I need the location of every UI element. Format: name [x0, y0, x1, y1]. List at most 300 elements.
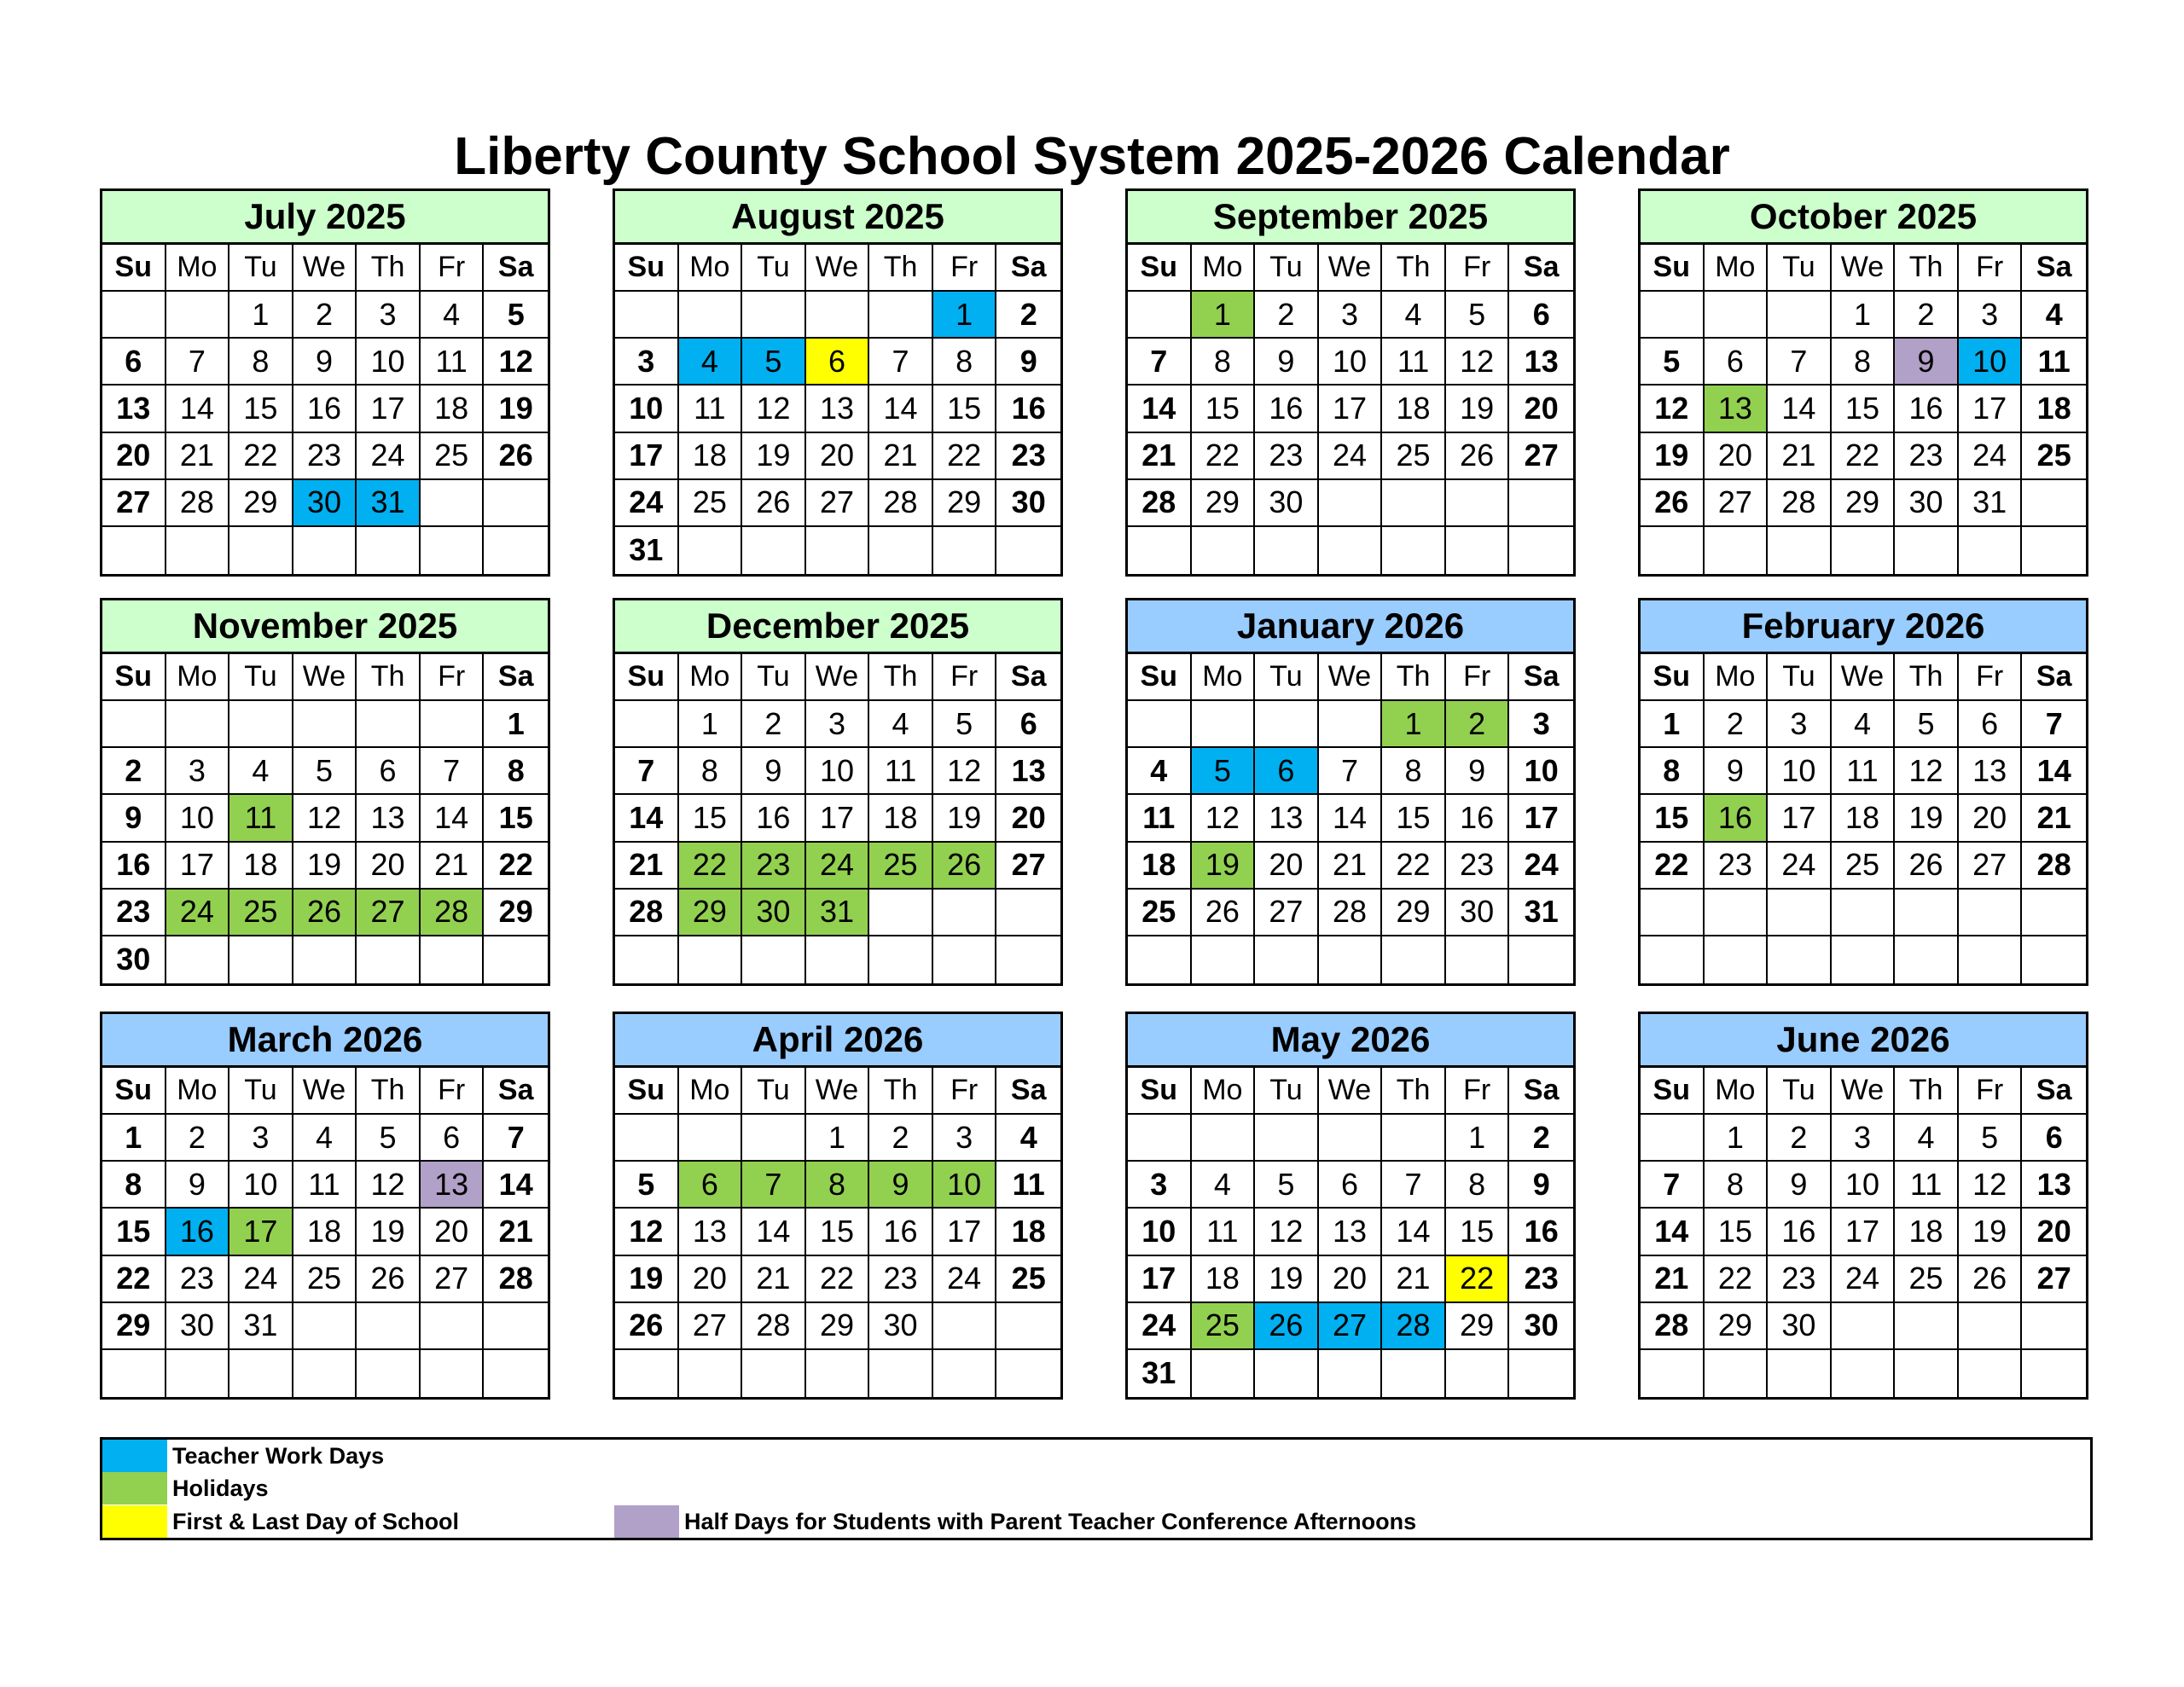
day-cell: 21 — [2022, 795, 2086, 842]
weekday-header: We — [1832, 1068, 1896, 1115]
day-cell: 27 — [1319, 1303, 1383, 1350]
day-cell: 26 — [484, 433, 548, 480]
weekday-header: Th — [357, 245, 421, 292]
empty-cell — [933, 1350, 997, 1397]
day-cell: 27 — [679, 1303, 743, 1350]
day-cell: 31 — [229, 1303, 293, 1350]
weekday-header: Su — [102, 654, 166, 701]
day-cell: 25 — [1895, 1256, 1959, 1303]
day-cell: 22 — [1641, 843, 1705, 890]
day-cell: 18 — [996, 1209, 1060, 1255]
day-cell: 12 — [1255, 1209, 1319, 1255]
day-cell: 13 — [1319, 1209, 1383, 1255]
empty-cell — [102, 527, 166, 574]
day-cell: 3 — [615, 339, 679, 386]
day-cell: 4 — [1128, 748, 1192, 795]
day-cell: 25 — [1128, 890, 1192, 936]
empty-cell — [615, 701, 679, 748]
day-cell: 26 — [742, 480, 806, 527]
day-cell: 15 — [933, 386, 997, 432]
day-cell: 20 — [1705, 433, 1769, 480]
day-cell: 29 — [1705, 1303, 1769, 1350]
weekday-header: Sa — [996, 654, 1060, 701]
day-cell: 24 — [933, 1256, 997, 1303]
day-cell: 30 — [1768, 1303, 1832, 1350]
weekday-header: Fr — [1446, 654, 1510, 701]
day-cell: 13 — [357, 795, 421, 842]
weekday-header: Tu — [1255, 654, 1319, 701]
day-cell: 10 — [1959, 339, 2023, 386]
day-cell: 14 — [1768, 386, 1832, 432]
weekday-header: Su — [615, 1068, 679, 1115]
day-cell: 31 — [357, 480, 421, 527]
day-cell: 18 — [679, 433, 743, 480]
day-cell: 25 — [1382, 433, 1446, 480]
weekday-header: Sa — [1509, 1068, 1573, 1115]
day-cell: 26 — [1895, 843, 1959, 890]
day-cell: 15 — [102, 1209, 166, 1255]
month-title: January 2026 — [1128, 600, 1573, 654]
day-cell: 4 — [1382, 292, 1446, 339]
weekday-header: Sa — [2022, 245, 2086, 292]
empty-cell — [1128, 936, 1192, 983]
empty-cell — [484, 1303, 548, 1350]
day-cell: 27 — [806, 480, 870, 527]
empty-cell — [1641, 527, 1705, 574]
day-cell: 18 — [1192, 1256, 1256, 1303]
day-cell: 21 — [1319, 843, 1383, 890]
day-cell: 11 — [996, 1162, 1060, 1209]
empty-cell — [2022, 936, 2086, 983]
day-cell: 21 — [166, 433, 230, 480]
empty-cell — [1192, 1115, 1256, 1162]
day-cell: 10 — [1319, 339, 1383, 386]
empty-cell — [679, 1350, 743, 1397]
weekday-header: Mo — [1192, 245, 1256, 292]
day-cell: 2 — [1255, 292, 1319, 339]
day-cell: 23 — [293, 433, 357, 480]
day-cell: 23 — [869, 1256, 933, 1303]
day-cell: 20 — [421, 1209, 485, 1255]
day-cell: 14 — [1319, 795, 1383, 842]
day-cell: 6 — [421, 1115, 485, 1162]
month-calendar — [1125, 598, 1576, 986]
day-cell: 3 — [1768, 701, 1832, 748]
day-cell: 8 — [679, 748, 743, 795]
day-cell: 20 — [1959, 795, 2023, 842]
day-cell: 31 — [1128, 1350, 1192, 1397]
weekday-header: Sa — [996, 245, 1060, 292]
day-cell: 21 — [484, 1209, 548, 1255]
weekday-header: Fr — [933, 654, 997, 701]
day-cell: 4 — [679, 339, 743, 386]
weekday-header: Fr — [933, 1068, 997, 1115]
weekday-header: Su — [1641, 245, 1705, 292]
holidays-swatch — [102, 1472, 167, 1504]
day-cell: 16 — [996, 386, 1060, 432]
weekday-header: Sa — [2022, 1068, 2086, 1115]
day-cell: 17 — [933, 1209, 997, 1255]
empty-cell — [615, 936, 679, 983]
day-cell: 8 — [1192, 339, 1256, 386]
day-cell: 13 — [806, 386, 870, 432]
day-cell: 7 — [615, 748, 679, 795]
day-cell: 10 — [166, 795, 230, 842]
weekday-header: Fr — [933, 245, 997, 292]
month-calendar — [1638, 188, 2088, 577]
empty-cell — [1641, 292, 1705, 339]
day-cell: 18 — [2022, 386, 2086, 432]
day-cell: 8 — [102, 1162, 166, 1209]
day-cell: 9 — [996, 339, 1060, 386]
weekday-header: We — [806, 245, 870, 292]
day-cell: 22 — [484, 843, 548, 890]
day-cell: 11 — [293, 1162, 357, 1209]
day-cell: 14 — [742, 1209, 806, 1255]
day-cell: 20 — [806, 433, 870, 480]
weekday-header: We — [293, 245, 357, 292]
day-cell: 17 — [1768, 795, 1832, 842]
day-cell: 10 — [806, 748, 870, 795]
weekday-header: Mo — [1705, 245, 1769, 292]
month-grid — [615, 654, 1060, 983]
day-cell: 28 — [742, 1303, 806, 1350]
weekday-header: Mo — [166, 245, 230, 292]
empty-cell — [293, 1350, 357, 1397]
day-cell: 3 — [933, 1115, 997, 1162]
day-cell: 12 — [615, 1209, 679, 1255]
day-cell: 7 — [166, 339, 230, 386]
weekday-header: We — [1319, 1068, 1383, 1115]
day-cell: 22 — [1705, 1256, 1769, 1303]
month-title: February 2026 — [1641, 600, 2086, 654]
empty-cell — [1255, 1115, 1319, 1162]
day-cell: 7 — [1768, 339, 1832, 386]
empty-cell — [484, 527, 548, 574]
day-cell: 18 — [293, 1209, 357, 1255]
day-cell: 29 — [1832, 480, 1896, 527]
month-grid — [615, 1068, 1060, 1397]
day-cell: 11 — [1192, 1209, 1256, 1255]
day-cell: 11 — [1128, 795, 1192, 842]
day-cell: 23 — [102, 890, 166, 936]
day-cell: 9 — [1895, 339, 1959, 386]
day-cell: 26 — [357, 1256, 421, 1303]
day-cell: 14 — [166, 386, 230, 432]
day-cell: 28 — [1319, 890, 1383, 936]
day-cell: 26 — [615, 1303, 679, 1350]
day-cell: 15 — [229, 386, 293, 432]
month-title: July 2025 — [102, 191, 548, 245]
empty-cell — [742, 1350, 806, 1397]
month-calendar — [613, 1012, 1063, 1400]
day-cell: 22 — [1382, 843, 1446, 890]
month-grid — [1641, 245, 2086, 574]
empty-cell — [933, 527, 997, 574]
day-cell: 23 — [996, 433, 1060, 480]
day-cell: 27 — [1255, 890, 1319, 936]
day-cell: 28 — [869, 480, 933, 527]
empty-cell — [1446, 480, 1510, 527]
weekday-header: We — [293, 654, 357, 701]
day-cell: 24 — [1959, 433, 2023, 480]
day-cell: 10 — [1509, 748, 1573, 795]
day-cell: 12 — [742, 386, 806, 432]
weekday-header: Fr — [421, 245, 485, 292]
empty-cell — [421, 1350, 485, 1397]
day-cell: 28 — [166, 480, 230, 527]
day-cell: 17 — [1128, 1256, 1192, 1303]
day-cell: 21 — [1768, 433, 1832, 480]
day-cell: 24 — [229, 1256, 293, 1303]
day-cell: 16 — [293, 386, 357, 432]
day-cell: 9 — [102, 795, 166, 842]
empty-cell — [806, 292, 870, 339]
empty-cell — [1192, 701, 1256, 748]
empty-cell — [1959, 890, 2023, 936]
empty-cell — [1382, 527, 1446, 574]
day-cell: 1 — [933, 292, 997, 339]
day-cell: 13 — [421, 1162, 485, 1209]
day-cell: 9 — [869, 1162, 933, 1209]
day-cell: 4 — [421, 292, 485, 339]
day-cell: 4 — [229, 748, 293, 795]
day-cell: 3 — [1128, 1162, 1192, 1209]
weekday-header: Th — [869, 654, 933, 701]
weekday-header: We — [1832, 245, 1896, 292]
empty-cell — [679, 936, 743, 983]
empty-cell — [1705, 292, 1769, 339]
day-cell: 3 — [229, 1115, 293, 1162]
day-cell: 2 — [869, 1115, 933, 1162]
day-cell: 12 — [1895, 748, 1959, 795]
day-cell: 6 — [1255, 748, 1319, 795]
weekday-header: Tu — [1255, 245, 1319, 292]
empty-cell — [484, 480, 548, 527]
empty-cell — [1509, 527, 1573, 574]
empty-cell — [1959, 527, 2023, 574]
day-cell: 21 — [615, 843, 679, 890]
weekday-header: Sa — [484, 1068, 548, 1115]
empty-cell — [1832, 527, 1896, 574]
day-cell: 29 — [1446, 1303, 1510, 1350]
day-cell: 7 — [484, 1115, 548, 1162]
day-cell: 25 — [229, 890, 293, 936]
day-cell: 13 — [679, 1209, 743, 1255]
day-cell: 16 — [869, 1209, 933, 1255]
day-cell: 13 — [1705, 386, 1769, 432]
day-cell: 24 — [357, 433, 421, 480]
empty-cell — [102, 1350, 166, 1397]
day-cell: 31 — [1959, 480, 2023, 527]
month-calendar — [613, 188, 1063, 577]
empty-cell — [357, 701, 421, 748]
day-cell: 8 — [1832, 339, 1896, 386]
day-cell: 25 — [869, 843, 933, 890]
empty-cell — [1705, 527, 1769, 574]
empty-cell — [1255, 701, 1319, 748]
day-cell: 7 — [1319, 748, 1383, 795]
day-cell: 9 — [1509, 1162, 1573, 1209]
empty-cell — [806, 527, 870, 574]
weekday-header: Tu — [1768, 1068, 1832, 1115]
day-cell: 20 — [679, 1256, 743, 1303]
day-cell: 3 — [1959, 292, 2023, 339]
day-cell: 22 — [1192, 433, 1256, 480]
day-cell: 20 — [1255, 843, 1319, 890]
day-cell: 28 — [1382, 1303, 1446, 1350]
day-cell: 13 — [102, 386, 166, 432]
day-cell: 27 — [1509, 433, 1573, 480]
empty-cell — [679, 527, 743, 574]
month-title: November 2025 — [102, 600, 548, 654]
empty-cell — [1895, 1303, 1959, 1350]
day-cell: 1 — [1705, 1115, 1769, 1162]
empty-cell — [742, 1115, 806, 1162]
empty-cell — [421, 527, 485, 574]
day-cell: 10 — [615, 386, 679, 432]
day-cell: 29 — [1382, 890, 1446, 936]
day-cell: 30 — [293, 480, 357, 527]
weekday-header: Th — [1895, 245, 1959, 292]
empty-cell — [1832, 1303, 1896, 1350]
day-cell: 29 — [933, 480, 997, 527]
day-cell: 25 — [1832, 843, 1896, 890]
day-cell: 31 — [1509, 890, 1573, 936]
empty-cell — [1509, 480, 1573, 527]
day-cell: 18 — [421, 386, 485, 432]
day-cell: 21 — [1382, 1256, 1446, 1303]
weekday-header: Tu — [1255, 1068, 1319, 1115]
day-cell: 19 — [742, 433, 806, 480]
weekday-header: Th — [357, 1068, 421, 1115]
empty-cell — [2022, 480, 2086, 527]
day-cell: 20 — [102, 433, 166, 480]
day-cell: 19 — [1959, 1209, 2023, 1255]
weekday-header: We — [1832, 654, 1896, 701]
weekday-header: Sa — [484, 245, 548, 292]
day-cell: 23 — [166, 1256, 230, 1303]
day-cell: 28 — [484, 1256, 548, 1303]
day-cell: 2 — [1446, 701, 1510, 748]
day-cell: 14 — [484, 1162, 548, 1209]
day-cell: 10 — [933, 1162, 997, 1209]
empty-cell — [1959, 1350, 2023, 1397]
day-cell: 30 — [1509, 1303, 1573, 1350]
day-cell: 17 — [357, 386, 421, 432]
weekday-header: Fr — [1959, 654, 2023, 701]
empty-cell — [293, 527, 357, 574]
empty-cell — [1446, 527, 1510, 574]
day-cell: 6 — [679, 1162, 743, 1209]
day-cell: 2 — [996, 292, 1060, 339]
day-cell: 29 — [229, 480, 293, 527]
day-cell: 22 — [1832, 433, 1896, 480]
day-cell: 26 — [293, 890, 357, 936]
day-cell: 9 — [1255, 339, 1319, 386]
day-cell: 19 — [293, 843, 357, 890]
day-cell: 21 — [869, 433, 933, 480]
day-cell: 4 — [293, 1115, 357, 1162]
empty-cell — [615, 1350, 679, 1397]
month-calendar — [1638, 1012, 2088, 1400]
day-cell: 11 — [679, 386, 743, 432]
month-grid — [102, 1068, 548, 1397]
weekday-header: Su — [102, 245, 166, 292]
day-cell: 24 — [1319, 433, 1383, 480]
day-cell: 17 — [1319, 386, 1383, 432]
weekday-header: Su — [1128, 245, 1192, 292]
day-cell: 6 — [996, 701, 1060, 748]
day-cell: 24 — [1509, 843, 1573, 890]
day-cell: 22 — [806, 1256, 870, 1303]
day-cell: 30 — [166, 1303, 230, 1350]
day-cell: 19 — [1255, 1256, 1319, 1303]
day-cell: 18 — [229, 843, 293, 890]
day-cell: 19 — [933, 795, 997, 842]
day-cell: 4 — [2022, 292, 2086, 339]
empty-cell — [1255, 1350, 1319, 1397]
day-cell: 18 — [1895, 1209, 1959, 1255]
empty-cell — [1768, 292, 1832, 339]
day-cell: 2 — [293, 292, 357, 339]
day-cell: 30 — [869, 1303, 933, 1350]
month-grid — [1641, 654, 2086, 983]
day-cell: 17 — [615, 433, 679, 480]
empty-cell — [679, 292, 743, 339]
month-title: September 2025 — [1128, 191, 1573, 245]
empty-cell — [1319, 1350, 1383, 1397]
empty-cell — [1509, 936, 1573, 983]
day-cell: 20 — [996, 795, 1060, 842]
empty-cell — [1382, 480, 1446, 527]
empty-cell — [1641, 1115, 1705, 1162]
empty-cell — [742, 292, 806, 339]
day-cell: 14 — [1641, 1209, 1705, 1255]
empty-cell — [933, 936, 997, 983]
day-cell: 28 — [2022, 843, 2086, 890]
day-cell: 21 — [742, 1256, 806, 1303]
day-cell: 7 — [869, 339, 933, 386]
empty-cell — [1641, 936, 1705, 983]
day-cell: 11 — [229, 795, 293, 842]
day-cell: 7 — [1382, 1162, 1446, 1209]
weekday-header: Fr — [421, 654, 485, 701]
weekday-header: Th — [869, 245, 933, 292]
day-cell: 9 — [1446, 748, 1510, 795]
day-cell: 10 — [229, 1162, 293, 1209]
day-cell: 24 — [615, 480, 679, 527]
day-cell: 4 — [869, 701, 933, 748]
day-cell: 8 — [933, 339, 997, 386]
day-cell: 22 — [679, 843, 743, 890]
empty-cell — [1255, 936, 1319, 983]
empty-cell — [1509, 1350, 1573, 1397]
empty-cell — [679, 1115, 743, 1162]
day-cell: 24 — [806, 843, 870, 890]
day-cell: 13 — [1255, 795, 1319, 842]
month-title: June 2026 — [1641, 1014, 2086, 1068]
weekday-header: Fr — [1446, 1068, 1510, 1115]
month-grid — [615, 245, 1060, 574]
day-cell: 23 — [1895, 433, 1959, 480]
day-cell: 2 — [1705, 701, 1769, 748]
month-grid — [1128, 654, 1573, 983]
day-cell: 10 — [1128, 1209, 1192, 1255]
empty-cell — [293, 1303, 357, 1350]
empty-cell — [1959, 1303, 2023, 1350]
empty-cell — [357, 1350, 421, 1397]
